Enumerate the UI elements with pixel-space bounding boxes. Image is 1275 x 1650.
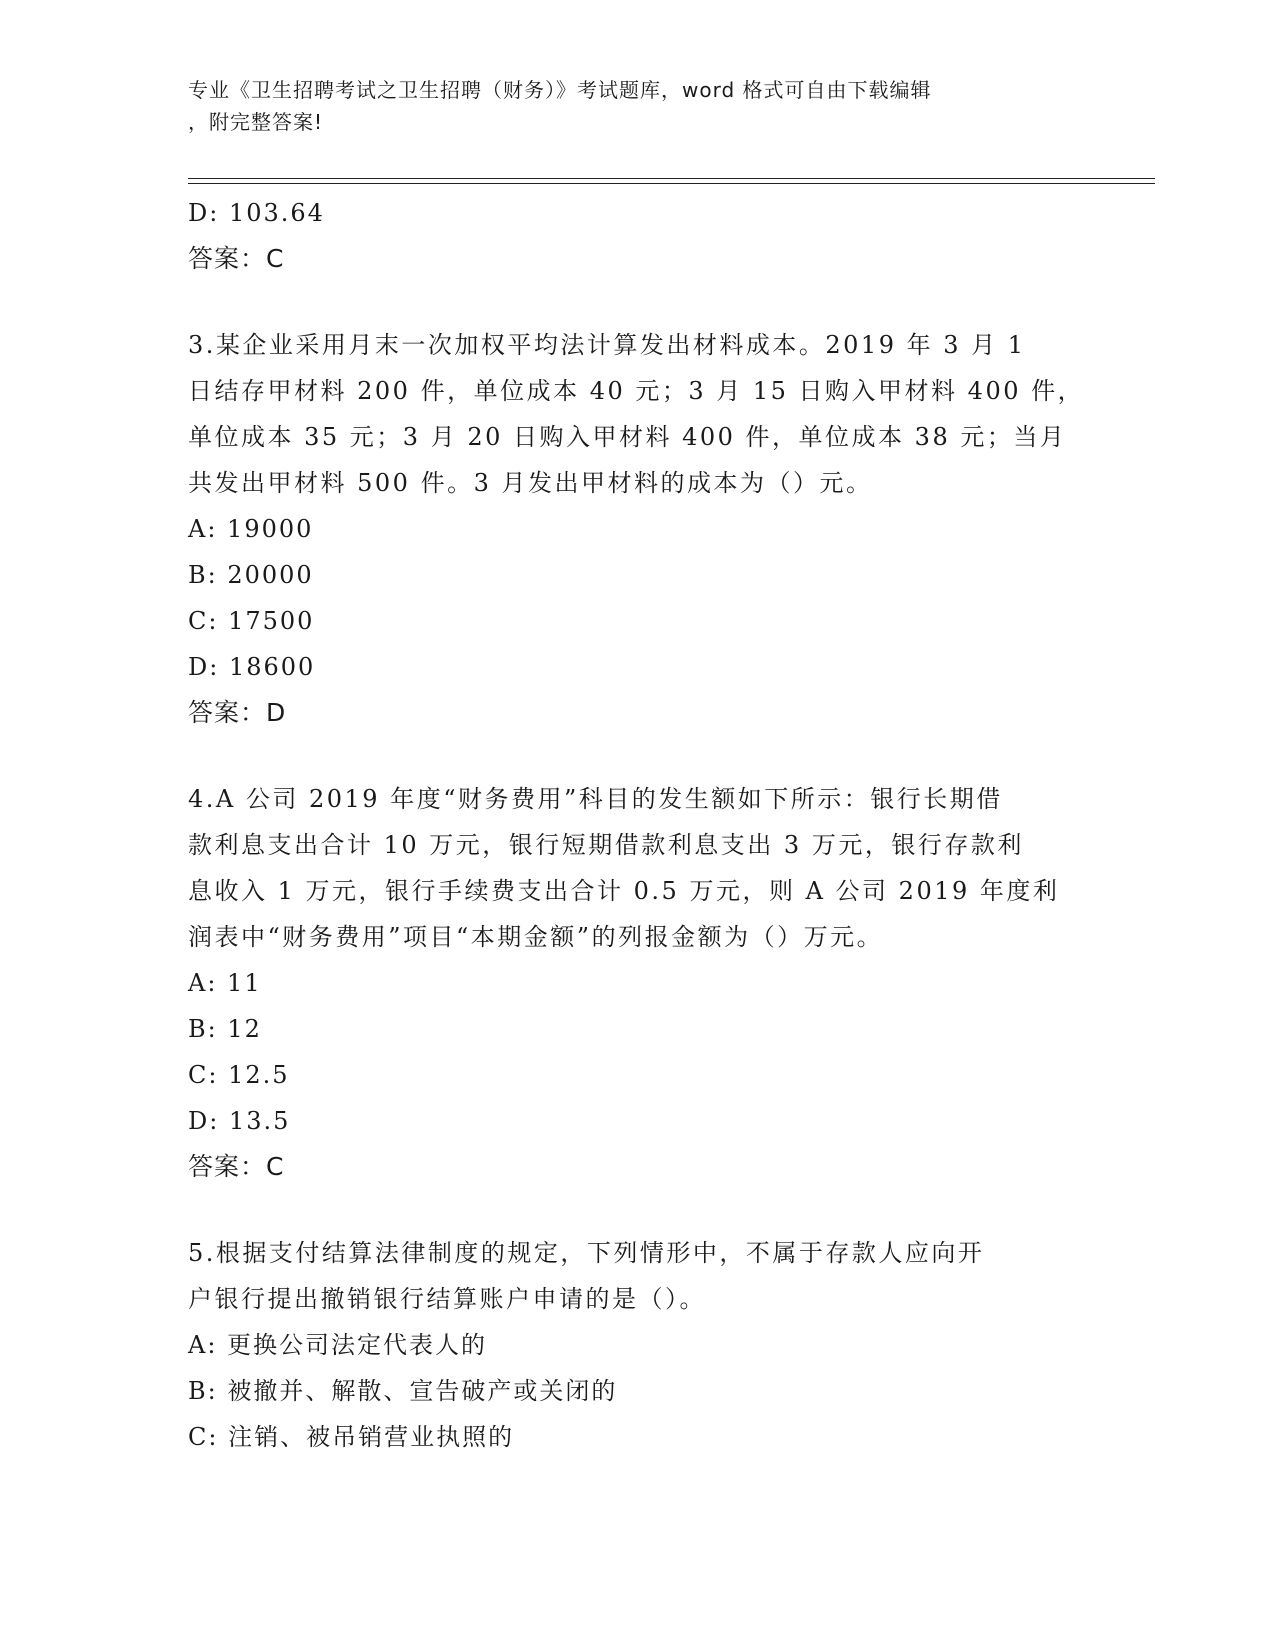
question-4-option-a: A: 11 [188, 969, 262, 997]
question-5-option-c: C: 注销、被吊销营业执照的 [188, 1423, 515, 1451]
question-5-stem-line: 5.根据支付结算法律制度的规定，下列情形中，不属于存款人应向开 [188, 1239, 985, 1267]
question-3-stem-line: 单位成本 35 元；3 月 20 日购入甲材料 400 件，单位成本 38 元；当月 [188, 423, 1067, 451]
question-4-stem-line: 息收入 1 万元，银行手续费支出合计 0.5 万元，则 A 公司 2019 年度利 [188, 877, 1060, 905]
question-4-option-c: C: 12.5 [188, 1061, 290, 1089]
question-3-option-d: D: 18600 [188, 653, 316, 681]
question-5-stem-line: 户银行提出撤销银行结算账户申请的是（）。 [188, 1285, 706, 1313]
header-title-line1: 专业《卫生招聘考试之卫生招聘（财务）》考试题库，word 格式可自由下载编辑 [188, 78, 932, 102]
question-4-stem-line: 4.A 公司 2019 年度“财务费用”科目的发生额如下所示：银行长期借 [188, 785, 1003, 813]
question-3-stem-line: 3.某企业采用月末一次加权平均法计算发出材料成本。2019 年 3 月 1 [188, 331, 1026, 359]
question-5-option-a: A: 更换公司法定代表人的 [188, 1331, 488, 1359]
question-3-answer: 答案：D [188, 698, 287, 727]
question-4-option-d: D: 13.5 [188, 1107, 291, 1135]
question-3 [188, 322, 1085, 736]
question-4-answer: 答案：C [188, 1152, 285, 1181]
prev-option-d: D: 103.64 [188, 199, 325, 227]
question-3-option-c: C: 17500 [188, 607, 315, 635]
question-4-option-b: B: 12 [188, 1015, 262, 1043]
question-4 [188, 776, 1068, 1190]
question-content [188, 190, 1085, 1460]
question-3-stem-line: 共发出甲材料 500 件。3 月发出甲材料的成本为（）元。 [188, 469, 873, 497]
question-4-stem-line: 款利息支出合计 10 万元，银行短期借款利息支出 3 万元，银行存款利 [188, 831, 1024, 859]
header-divider [188, 178, 1155, 184]
question-5-option-b: B: 被撤并、解散、宣告破产或关闭的 [188, 1377, 618, 1405]
question-5 [188, 1230, 1068, 1460]
question-3-stem-line: 日结存甲材料 200 件，单位成本 40 元；3 月 15 日购入甲材料 400 件， [188, 377, 1085, 405]
header-title-line2: ，附完整答案! [188, 110, 324, 134]
question-4-stem-line: 润表中“财务费用”项目“本期金额”的列报金额为（）万元。 [188, 923, 884, 951]
prev-answer: 答案：C [188, 244, 285, 273]
question-3-option-b: B: 20000 [188, 561, 314, 589]
document-header [188, 74, 1068, 138]
question-3-option-a: A: 19000 [188, 515, 314, 543]
